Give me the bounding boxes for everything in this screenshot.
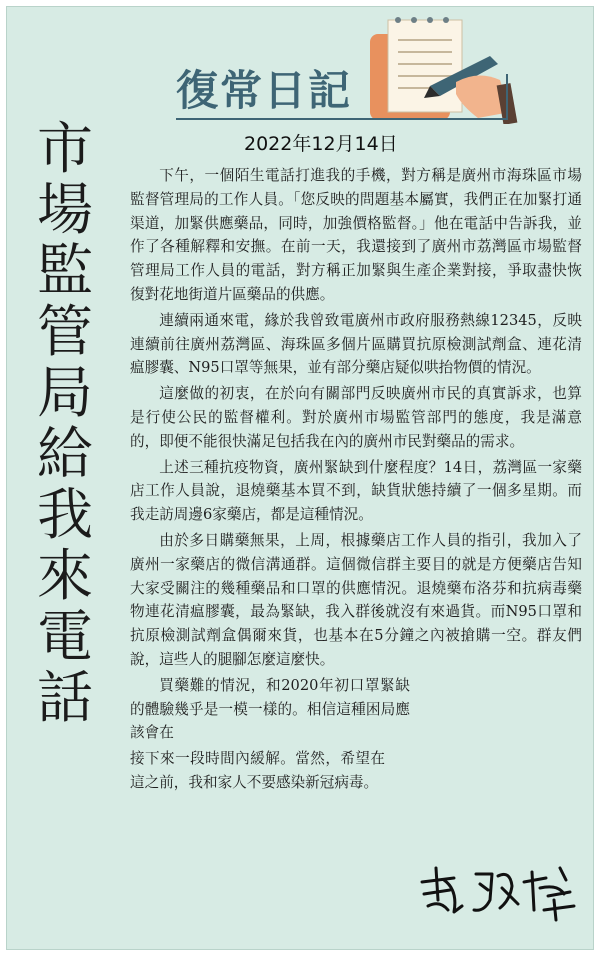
article-date: 2022年12月14日	[244, 133, 398, 155]
paragraph: 連續兩通來電，緣於我曾致電廣州市政府服務熱線12345，反映連續前往廣州荔灣區、海珠區多個片區購買抗原檢測試劑盒、連花清瘟膠囊、N95口罩等無果，並有部分藥店疑似哄抬物價的情況。	[130, 311, 582, 377]
headline-char: 我	[37, 483, 93, 548]
column-underline	[176, 118, 506, 120]
headline-char: 監	[37, 239, 93, 304]
headline-char: 話	[37, 666, 93, 731]
notepad-pen-illustration-icon	[360, 14, 530, 124]
paragraph-continued: 接下來一段時間內緩解。當然，希望在這之前，我和家人不要感染新冠病毒。	[130, 750, 385, 791]
headline-char: 市	[37, 117, 93, 182]
column-name: 復常日記	[176, 66, 353, 115]
paragraph: 由於多日購藥無果，上周，根據藥店工作人員的指引，我加入了廣州一家藥店的微信溝通群。這個微信群主要目的就是方便藥店告知大家受關注的幾種藥品和口罩的供應情況。退燒藥布洛芬和抗病毒藥物連花清瘟膠囊，最為緊缺，我入群後就沒有來過貨。而N95口罩和抗原檢測試劑盒偶爾來貨，也基本在5分鐘之內被搶購一空。群友們說，這些人的腿腳怎麼這麼快。	[130, 531, 582, 668]
headline-char: 來	[37, 544, 93, 609]
paragraph: 這麼做的初衷，在於向有關部門反映廣州市民的真實訴求，也算是行使公民的監督權利。對於廣州市場監管部門的態度，我是滿意的，即便不能很快滿足包括我在內的廣州市民對藥品的需求。	[130, 385, 582, 450]
headline-char: 給	[37, 422, 93, 487]
paragraph: 買藥難的情況，和2020年初口罩緊缺的體驗幾乎是一模一樣的。相信這種困局應該會在	[130, 676, 410, 742]
paragraph: 上述三種抗疫物資，廣州緊缺到什麼程度？14日，荔灣區一家藥店工作人員說，退燒藥基本買不到，缺貨狀態持續了一個多星期。而我走訪周邊6家藥店，都是這種情況。	[130, 458, 582, 524]
headline-char: 電	[37, 605, 93, 670]
headline-char: 場	[37, 178, 93, 243]
headline-char: 局	[37, 361, 93, 426]
column-bracket	[506, 74, 508, 120]
handwritten-signature	[414, 860, 584, 926]
article-body	[130, 164, 582, 797]
headline-char: 管	[37, 300, 93, 365]
paragraph: 下午，一個陌生電話打進我的手機，對方稱是廣州市海珠區市場監督管理局的工作人員。「您反映的問題基本屬實，我們正在加緊打通渠道，加緊供應藥品，同時，加強價格監督。」他在電話中告訴我，並作了各種解釋和安撫。在前一天，我還接到了廣州市荔灣區市場監督管理局工作人員的電話，對方稱正加緊與生產企業對接，爭取盡快恢復對花地街道片區藥品的供應。	[130, 167, 582, 303]
vertical-headline	[10, 117, 120, 732]
